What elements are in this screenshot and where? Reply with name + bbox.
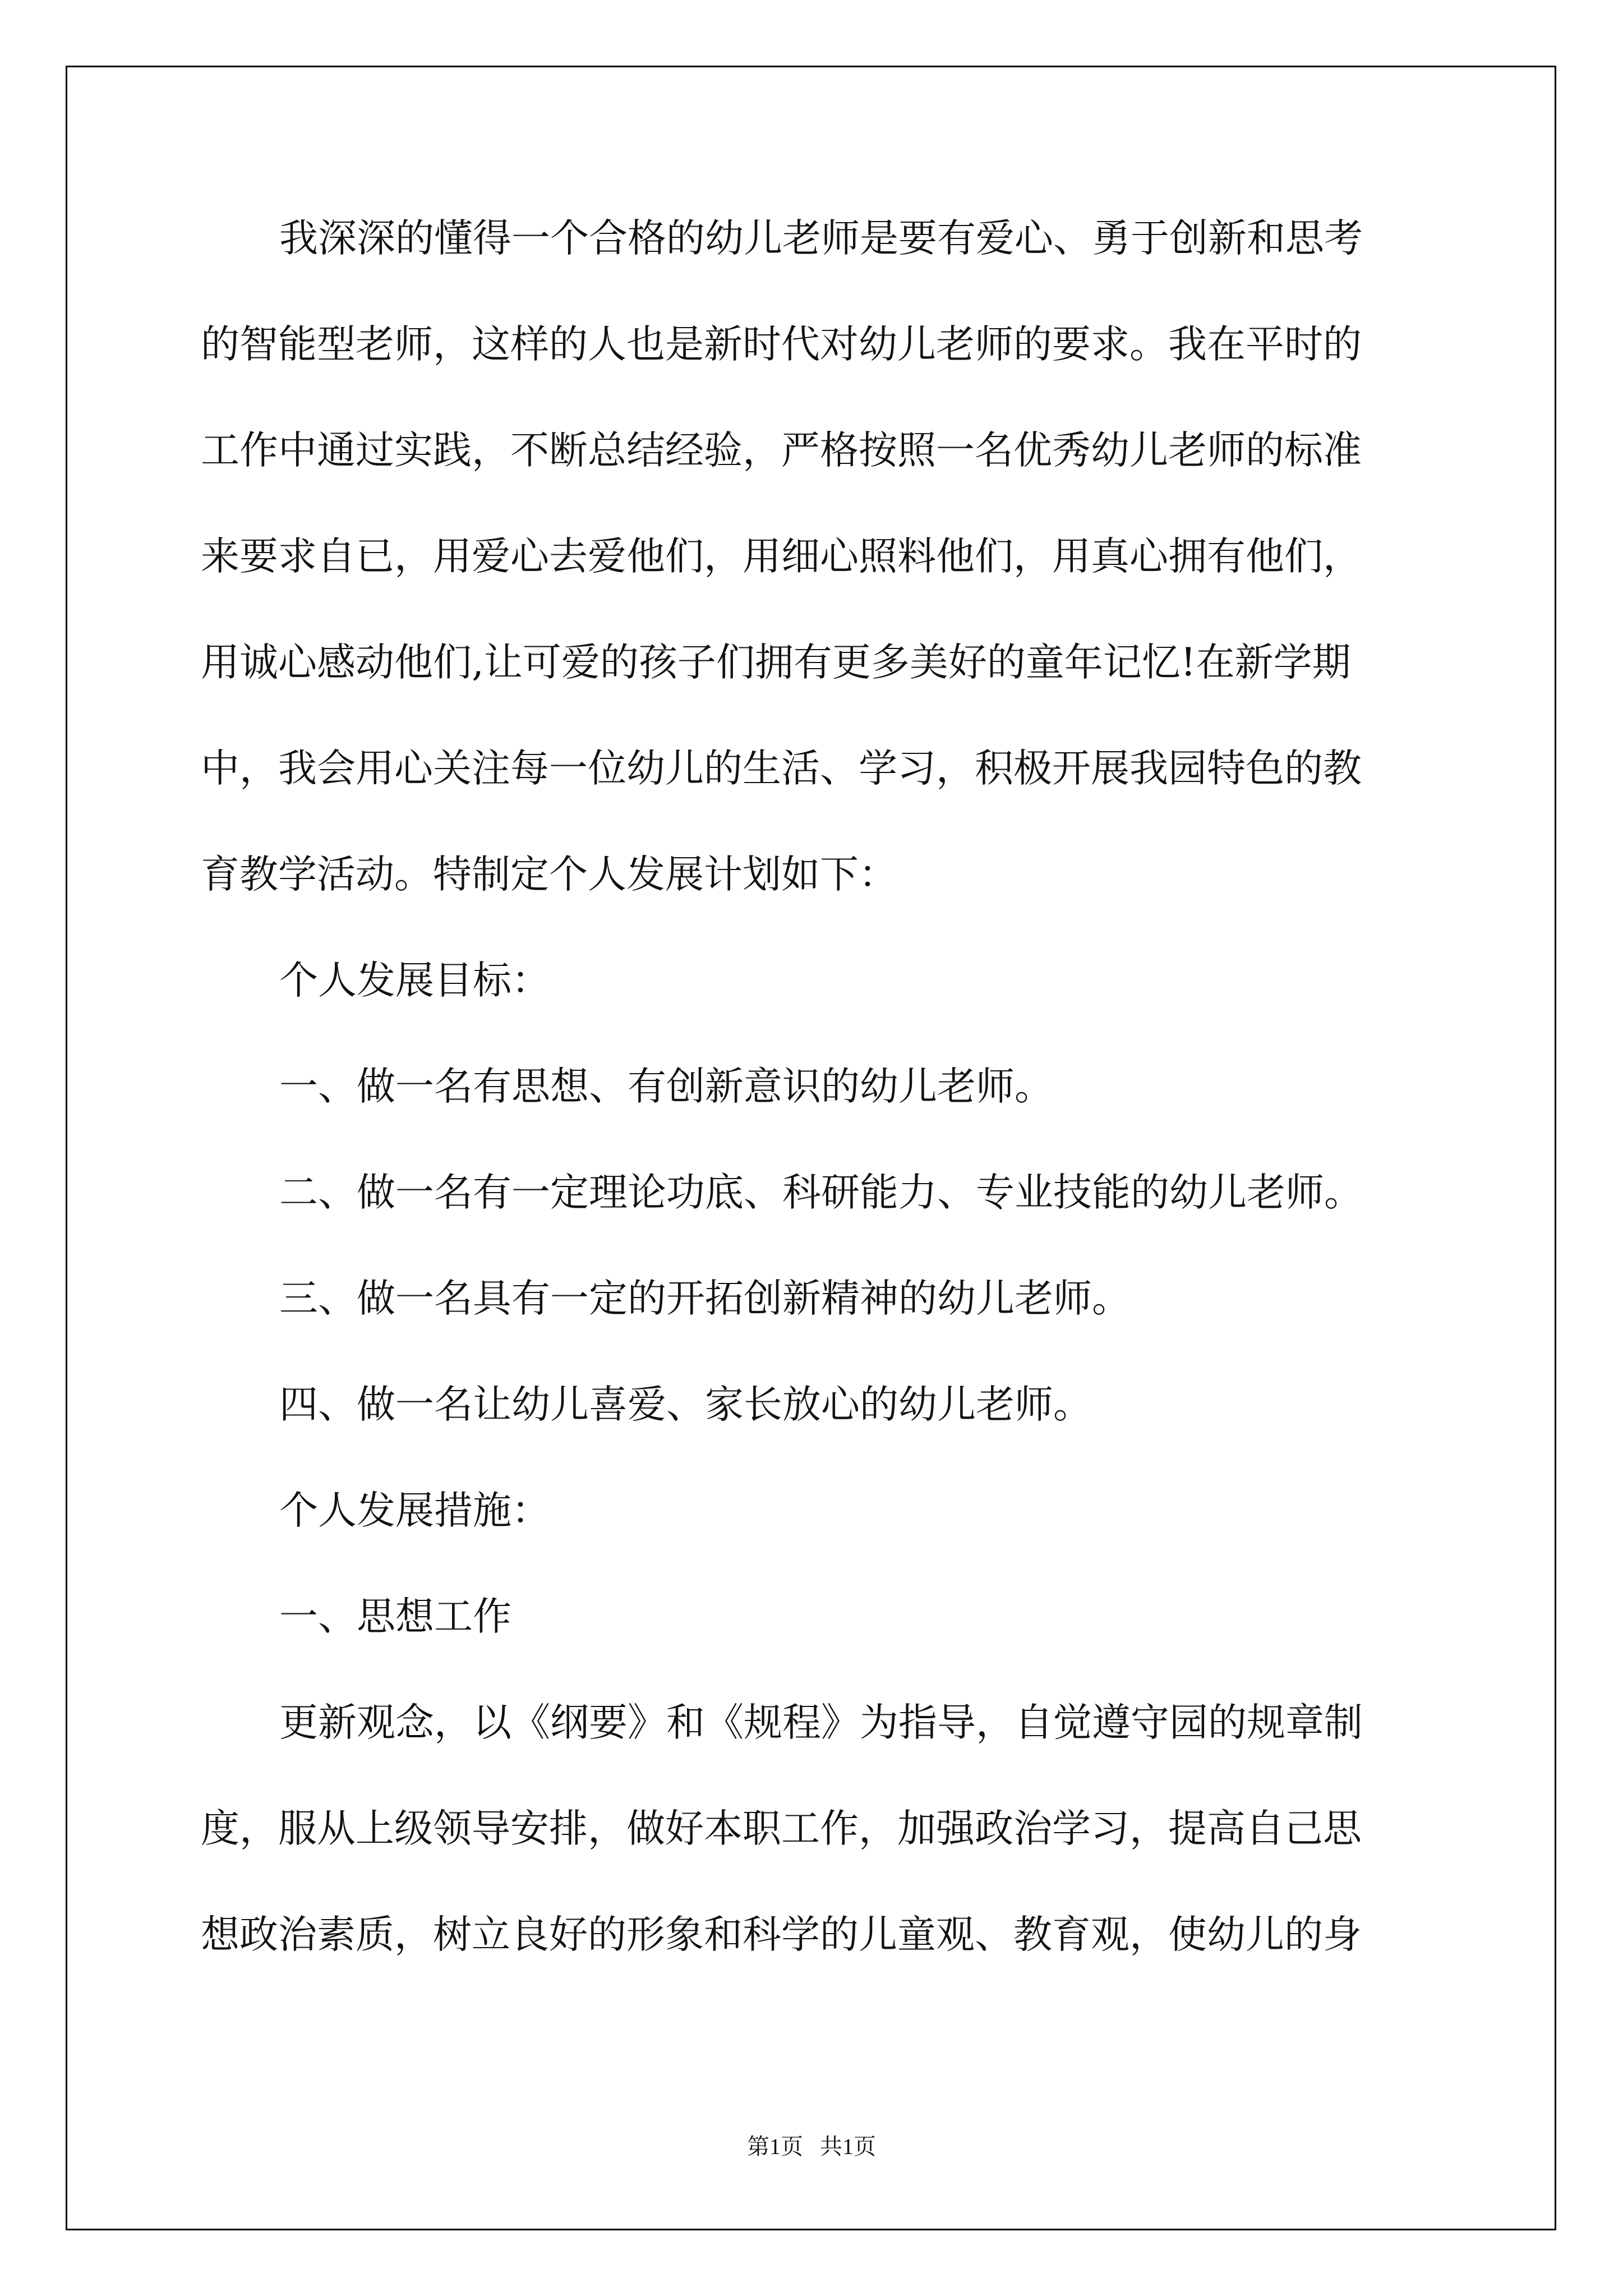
section-heading: 个人发展目标： [279,958,550,1003]
text-line: 更新观念，以《纲要》和《规程》为指导，自觉遵守园的规章制 [279,1700,1363,1745]
list-item: 四、做一名让幼儿喜爱、家长放心的幼儿老师。 [279,1382,1092,1427]
page-border [66,66,1556,2230]
list-item: 三、做一名具有一定的开拓创新精神的幼儿老师。 [279,1276,1131,1321]
text-line: 中，我会用心关注每一位幼儿的生活、学习，积极开展我园特色的教 [201,746,1362,791]
section-heading: 个人发展措施： [279,1488,550,1533]
text-line: 工作中通过实践，不断总结经验，严格按照一名优秀幼儿老师的标准 [201,428,1362,473]
page-number-footer: 第1页 共1页 [747,2134,876,2159]
subsection-heading: 一、思想工作 [279,1594,511,1639]
text-line: 来要求自已，用爱心去爱他们，用细心照料他们，用真心拥有他们， [201,534,1362,579]
text-line: 的智能型老师，这样的人也是新时代对幼儿老师的要求。我在平时的 [201,322,1362,367]
text-line: 用诚心感动他们,让可爱的孩子们拥有更多美好的童年记忆!在新学期 [201,640,1351,685]
text-line: 想政治素质，树立良好的形象和科学的儿童观、教育观，使幼儿的身 [201,1912,1362,1957]
text-line: 度，服从上级领导安排，做好本职工作，加强政治学习，提高自己思 [201,1806,1362,1851]
list-item: 二、做一名有一定理论功底、科研能力、专业技能的幼儿老师。 [279,1170,1363,1215]
text-line: 育教学活动。特制定个人发展计划如下： [201,852,897,897]
text-line: 我深深的懂得一个合格的幼儿老师是要有爱心、勇于创新和思考 [279,216,1363,261]
list-item: 一、做一名有思想、有创新意识的幼儿老师。 [279,1064,1053,1109]
